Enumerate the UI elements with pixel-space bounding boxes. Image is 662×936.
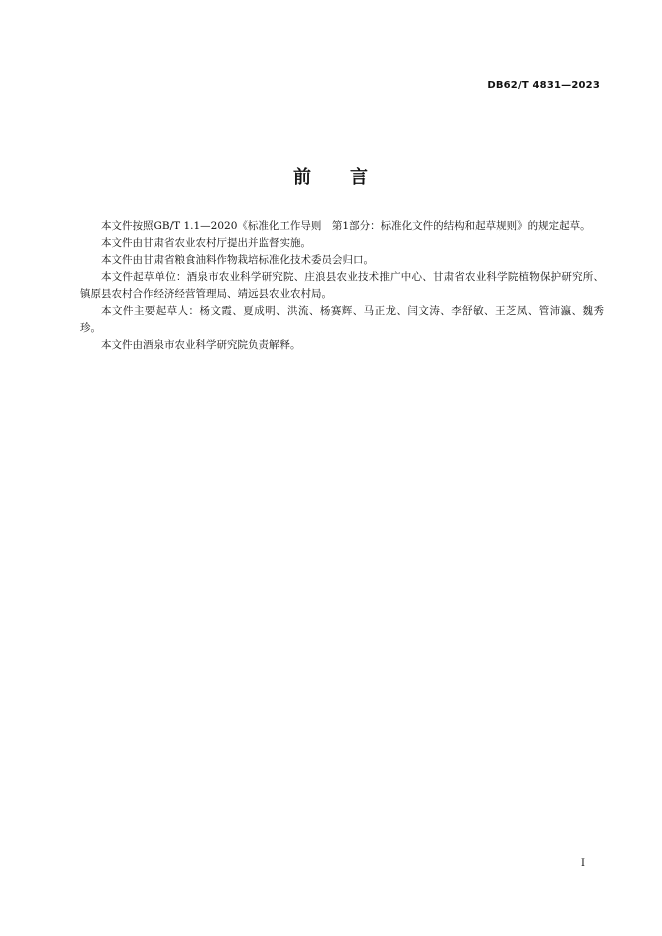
- document-code: DB62/T 4831—2023: [487, 80, 600, 91]
- paragraph-drafting-basis: 本文件按照GB/T 1.1—2020《标准化工作导则 第1部分：标准化文件的结构和起草规则》的规定起草。: [101, 220, 591, 232]
- page-number: I: [581, 858, 585, 869]
- paragraph-drafting-units: 本文件起草单位：酒泉市农业科学研究院、庄浪县农业技术推广中心、甘肃省农业科学院植物保护研究所、镇原县农村合作经济经营管理局、靖远县农业农村局。: [80, 271, 604, 300]
- section-title: 前 言: [293, 167, 369, 188]
- paragraph-interpretation: 本文件由酒泉市农业科学研究院负责解释。: [101, 339, 301, 351]
- paragraph-proposer: 本文件由甘肃省农业农村厅提出并监督实施。: [101, 237, 311, 249]
- paragraph-centralized-unit: 本文件由甘肃省粮食油料作物栽培标准化技术委员会归口。: [101, 254, 374, 266]
- foreword-body: [80, 218, 604, 354]
- paragraph-drafters: 本文件主要起草人：杨文霞、夏成明、洪流、杨赛辉、马正龙、闫文涛、李舒敏、王芝凤、管沛瀛、魏秀珍。: [80, 305, 604, 334]
